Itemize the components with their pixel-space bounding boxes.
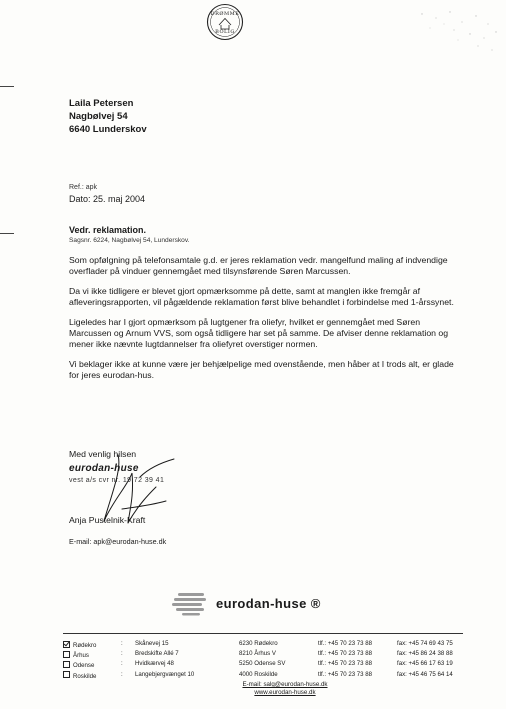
office-fax: fax: +45 66 17 63 19 [397, 660, 453, 668]
office-phone: tlf.: +45 70 23 73 88 [318, 640, 373, 647]
office-fax: fax: +45 86 24 38 88 [397, 650, 453, 658]
fold-mark-middle [0, 233, 14, 234]
seal-top-text: DRØMME [210, 11, 240, 17]
fold-mark-top [0, 86, 14, 87]
signer-name: Anja Pustelnik-Kraft [69, 515, 146, 525]
office-name: Odense [73, 662, 95, 670]
reference: Ref.: apk [69, 184, 98, 191]
office-row [63, 660, 463, 670]
office-fax: fax: +45 46 75 64 14 [397, 670, 453, 678]
office-checkbox [63, 671, 70, 678]
office-row [63, 650, 463, 660]
office-postal: 6230 Rødekro [239, 640, 278, 647]
logo-wordmark: eurodan-huse ® [216, 596, 321, 611]
recipient-name: Laila Petersen [69, 98, 134, 109]
eurodan-logo-icon [172, 591, 210, 617]
office-name: Rødekro [73, 642, 97, 649]
office-street: Hvidkærvej 48 [135, 660, 174, 668]
office-street: Bredskifte Allé 7 [135, 650, 179, 658]
office-row [63, 671, 463, 681]
office-street: Skånevej 15 [135, 640, 169, 647]
recipient-address [69, 97, 147, 136]
office-checkbox [63, 641, 70, 648]
office-row [63, 640, 463, 650]
office-checkbox [63, 661, 70, 668]
sales-email-link[interactable]: E-mail: salg@eurodan-huse.dk [242, 681, 328, 688]
office-name: Roskilde [73, 672, 97, 680]
body-paragraph: Vi beklager ikke at kunne være jer behjælpelige med ovenstående, men håber at I trods alt, er glade for jeres eurodan-hus. [69, 359, 454, 381]
seal-bottom-text: BOLIG [215, 29, 235, 35]
office-postal: 4000 Roskilde [239, 670, 278, 678]
body-paragraph: Som opfølgning på telefonsamtale g.d. er jeres reklamation vedr. mangelfund maling af indvendige overflader på vinduer gennemgået med tilsynsførende Søren Marcussen. [69, 255, 448, 277]
office-checkbox [63, 651, 70, 658]
footer-contact [210, 681, 360, 697]
website-link[interactable]: www.eurodan-huse.dk [254, 689, 316, 696]
case-reference: Sagsnr. 6224, Nagbølvej 54, Lunderskov. [69, 237, 190, 244]
company-signature: eurodan-huse [69, 463, 139, 474]
letter-subject: Vedr. reklamation. [69, 225, 147, 235]
office-phone: tlf.: +45 70 23 73 88 [318, 670, 373, 678]
closing-greeting: Med venlig hilsen [69, 449, 137, 459]
office-phone: tlf.: +45 70 23 73 88 [318, 660, 373, 668]
letter-date: Dato: 25. maj 2004 [69, 194, 146, 204]
footer-divider [63, 633, 463, 634]
office-separator: : [121, 660, 123, 668]
body-paragraph: Ligeledes har I gjort opmærksom på lugtgener fra oliefyr, hvilket er gennemgået med Søren Marcussen og Arnum VVS, som også tidligere har set på samme. De afviser denne reklamation og mener ikke nævnte lugtdannelser fra oliefyret overstiger normen. [69, 317, 449, 350]
office-street: Langebjergvænget 10 [135, 670, 195, 678]
scan-speckle [392, 4, 502, 60]
body-paragraph: Da vi ikke tidligere er blevet gjort opmærksomme på dette, samt at manglen ikke fremgår af afleveringsrapporten, vil pågældende reklamation først blive behandlet i forbindelse med 1-årssynet. [69, 286, 454, 308]
dromme-bolig-seal [206, 3, 244, 41]
office-postal: 5250 Odense SV [239, 660, 286, 668]
office-name: Århus [73, 652, 89, 660]
letter-body [69, 255, 464, 390]
signer-email: E-mail: apk@eurodan-huse.dk [69, 537, 167, 546]
office-separator: : [121, 640, 123, 647]
office-fax: fax: +45 74 69 43 75 [397, 640, 453, 647]
office-list [63, 640, 463, 681]
office-phone: tlf.: +45 70 23 73 88 [318, 650, 373, 658]
recipient-city: 6640 Lunderskov [69, 124, 147, 135]
office-postal: 8210 Århus V [239, 650, 276, 658]
office-separator: : [121, 670, 123, 678]
cvr-line: vest a/s cvr nr. 19 72 39 41 [69, 477, 165, 484]
office-separator: : [121, 650, 123, 658]
recipient-street: Nagbølvej 54 [69, 111, 128, 122]
